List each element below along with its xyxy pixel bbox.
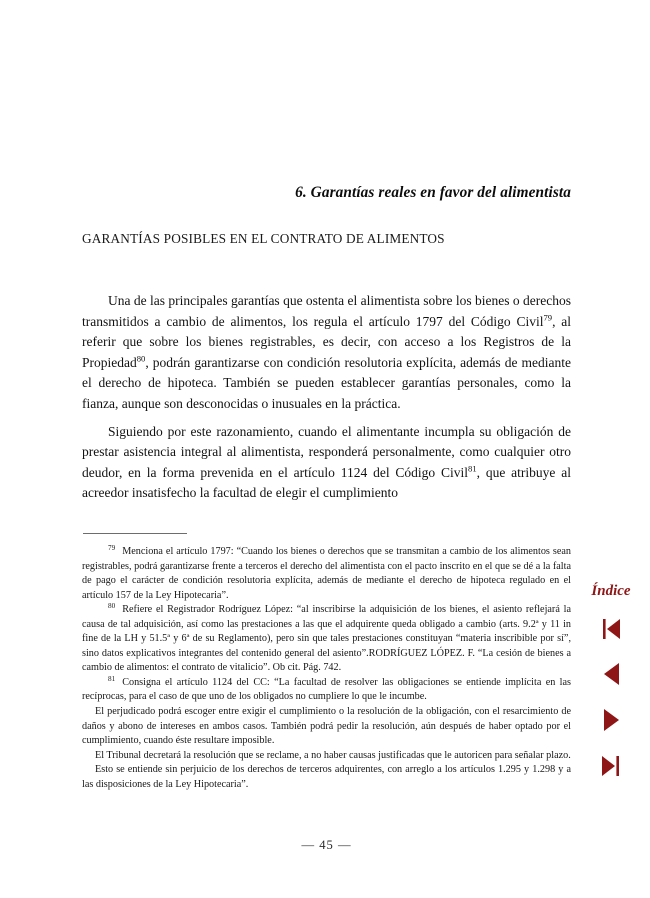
footnote-80-text: Refiere el Registrador Rodríguez López: “al inscribirse la adquisición de los bienes, el asiento reflejará la causa de tal adquisición, así como las prestaciones a las que el adquirente queda obligado a cambio (arts. 9.2ª y 11 in fine de la LH y 51.5ª y 6ª de su Reglamento), pero sin que tales prestaciones constituyan “materia inscribible por sí”, sino datos explicativos integrantes del contenido general del asiento”.RODRÍGUEZ LÓPEZ. F. “La cesión de bienes a cambio de alimentos: el contrato de vitalicio”. Ob cit. Pág. 742. xyxy=(82,604,571,674)
paragraph-1-text-b: , al referir que sobre los bienes registrables, es decir, con acceso a los Registros de la Propiedad xyxy=(82,313,572,370)
paragraph-2 xyxy=(82,422,571,504)
footnote-81-cont-1-text: El perjudicado podrá escoger entre exigir el cumplimiento o la resolución de la obligación, con el resarcimiento de daños y abono de intereses en ambos casos. También podrá pedir la resolución, aún después de haber optado por el cumplimiento, cuando éste resultare imposible. xyxy=(82,706,571,747)
section-title: 6. Garantías reales en favor del alimentista xyxy=(295,184,571,201)
index-link[interactable]: Índice xyxy=(591,583,631,599)
paragraph-2-text-b: , que atribuye al acreedor insatisfecho la facultad de elegir el cumplimiento xyxy=(82,464,572,501)
footnote-81-cont-3-text: Esto se entiende sin perjuicio de los derechos de terceros adquirentes, con arreglo a los artículos 1.295 y 1.298 y a las disposiciones de la Ley Hipotecaria”. xyxy=(82,764,571,790)
footnote-79-text: Menciona el artículo 1797: “Cuando los bienes o derechos que se transmitan a cambio de los alimentos sean registrables, podrá garantizarse frente a terceros el derecho del alimentista con el pacto inscrito en el que se dé a la falta de pago el carácter de condición resolutoria explícita, además de mediante el derecho de hipoteca regulado en el artículo 157 de la Ley Hipotecaria”. xyxy=(82,546,571,601)
page-number: — 45 — xyxy=(301,838,352,852)
paragraph-1-text-c: , podrán garantizarse con condición resolutoria explícita, además de mediante el derecho de hipoteca. También se pueden establecer garantías personales, como la fianza, aunque son desconocidas o inusuales en la práctica. xyxy=(82,354,571,411)
navigation-rail xyxy=(575,583,647,833)
footnote-81-cont-2 xyxy=(82,749,571,764)
footnote-79-marker: 79 xyxy=(108,543,116,552)
body-text xyxy=(82,291,571,504)
sub-heading: GARANTÍAS POSIBLES EN EL CONTRATO DE ALIMENTOS xyxy=(82,231,445,246)
footnotes-block xyxy=(82,545,571,792)
paragraph-1 xyxy=(82,291,571,415)
last-page-icon xyxy=(600,754,622,778)
footnote-79 xyxy=(82,545,571,603)
footnote-separator xyxy=(83,533,187,534)
last-page-button[interactable] xyxy=(589,751,633,781)
footnote-ref-81[interactable]: 81 xyxy=(468,463,477,474)
first-page-icon xyxy=(600,617,622,641)
footnote-81-text: Consigna el artículo 1124 del CC: “La facultad de resolver las obligaciones se entiende implícita en las recíprocas, para el caso de que uno de los obligados no cumpliere lo que le incumbe. xyxy=(82,676,571,703)
paragraph-1-text-a: Una de las principales garantías que ostenta el alimentista sobre los bienes o derechos transmitidos a cambio de alimentos, los regula el artículo 1797 del Código Civil xyxy=(82,293,571,329)
footnote-ref-79[interactable]: 79 xyxy=(543,312,553,323)
next-page-icon xyxy=(600,707,622,733)
previous-page-button[interactable] xyxy=(589,659,633,689)
footnote-80 xyxy=(82,603,571,676)
next-page-button[interactable] xyxy=(589,705,633,735)
footnote-81-cont-2-text: El Tribunal decretará la resolución que se reclame, a no haber causas justificadas que le autoricen para señalar plazo. xyxy=(95,749,571,761)
footnote-ref-80[interactable]: 80 xyxy=(136,353,146,364)
previous-page-icon xyxy=(600,661,622,687)
footnote-81-cont-3 xyxy=(82,763,571,792)
first-page-button[interactable] xyxy=(589,614,633,644)
footnote-80-marker: 80 xyxy=(108,601,116,610)
footnote-81-cont-1 xyxy=(82,705,571,749)
footnote-81 xyxy=(82,676,571,705)
footnote-81-marker: 81 xyxy=(108,674,116,683)
paragraph-2-text-a: Siguiendo por este razonamiento, cuando el alimentante incumpla su obligación de prestar asistencia integral al alimentista, responderá personalmente, como cualquier otro deudor, en la forma prevenida en el artículo 1124 del Código Civil xyxy=(82,423,571,480)
